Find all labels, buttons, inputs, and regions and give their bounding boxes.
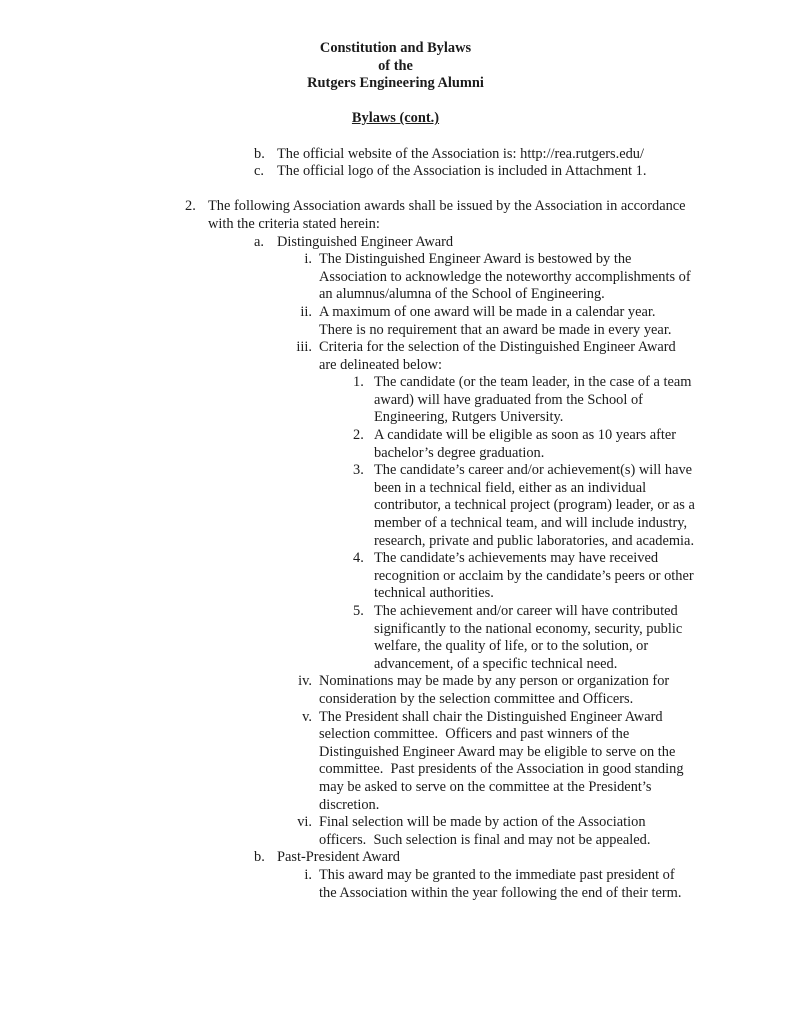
list-item [0, 339, 791, 374]
text-line: officers. Such selection is final and may not be appealed. [319, 831, 651, 848]
list-item [0, 304, 791, 339]
text-line: The official logo of the Association is included in Attachment 1. [277, 163, 647, 180]
text-line: with the criteria stated herein: [208, 215, 380, 232]
document-title-line [0, 75, 791, 93]
blank-line [0, 181, 791, 199]
list-item [0, 198, 791, 233]
section-heading [0, 110, 791, 128]
list-item [0, 163, 791, 181]
text-line: The candidate’s career and/or achievement(s) will have [374, 462, 693, 479]
list-marker: 5. [353, 603, 364, 619]
text-line: A maximum of one award will be made in a calendar year. [319, 303, 656, 320]
list-marker: v. [302, 708, 312, 725]
text-line: The candidate (or the team leader, in the case of a team [374, 374, 692, 391]
text-line: This award may be granted to the immediate past president of [319, 866, 675, 883]
list-item [0, 427, 791, 462]
list-item [0, 146, 791, 164]
text-line: are delineated below: [319, 356, 443, 373]
text-line: recognition or acclaim by the candidate’s peers or other [374, 567, 694, 584]
text-line: an alumnus/alumna of the School of Engineering. [319, 286, 605, 303]
section-heading-text: Bylaws (cont.) [351, 110, 440, 127]
text-line: Criteria for the selection of the Distinguished Engineer Award [319, 339, 676, 356]
blank-line [0, 93, 791, 111]
document-title-line [0, 40, 791, 58]
text-line: The official website of the Association is: http://rea.rutgers.edu/ [277, 145, 645, 162]
text-line: discretion. [319, 796, 380, 813]
list-item [0, 814, 791, 849]
text-line: Nominations may be made by any person or organization for [319, 673, 670, 690]
list-item [0, 234, 791, 252]
blank-line [0, 128, 791, 146]
list-item [0, 251, 791, 304]
text-line: The following Association awards shall be issued by the Association in accordance [208, 198, 686, 215]
list-marker: a. [254, 233, 264, 250]
text-line: The achievement and/or career will have contributed [374, 603, 678, 619]
list-marker: iii. [296, 339, 312, 356]
list-item [0, 709, 791, 815]
list-item [0, 673, 791, 708]
list-marker: i. [304, 866, 312, 883]
text-line: The President shall chair the Distinguished Engineer Award [319, 708, 663, 725]
text-line: Past-President Award [277, 849, 400, 866]
text-line: bachelor’s degree graduation. [374, 444, 545, 461]
list-item [0, 603, 791, 673]
list-marker: i. [304, 251, 312, 268]
text-line: Final selection will be made by action of the Association [319, 814, 646, 831]
text-line: consideration by the selection committee and Officers. [319, 690, 634, 707]
list-marker: c. [254, 163, 264, 180]
list-marker: ii. [300, 303, 312, 320]
text-line: significantly to the national economy, security, public [374, 620, 683, 637]
list-marker: 1. [353, 374, 364, 391]
title-text: Rutgers Engineering Alumni [307, 75, 484, 92]
list-marker: vi. [297, 814, 312, 831]
list-item [0, 867, 791, 902]
text-line: may be asked to serve on the committee at the President’s [319, 778, 652, 795]
list-marker: 2. [353, 427, 364, 444]
title-text: Constitution and Bylaws [319, 40, 472, 56]
text-line: the Association within the year following the end of their term. [319, 884, 682, 901]
list-marker: b. [254, 849, 265, 866]
text-line: The Distinguished Engineer Award is bestowed by the [319, 251, 632, 268]
list-marker: 3. [353, 462, 364, 479]
text-line: award) will have graduated from the School of [374, 391, 643, 408]
text-line: technical authorities. [374, 585, 494, 602]
text-line: Distinguished Engineer Award may be eligible to serve on the [319, 743, 676, 760]
list-item [0, 374, 791, 427]
list-marker: iv. [298, 673, 312, 690]
text-line: been in a technical field, either as an individual [374, 479, 647, 496]
list-item [0, 462, 791, 550]
text-line: The candidate’s achievements may have received [374, 550, 659, 567]
text-line: contributor, a technical project (program) leader, or as a [374, 497, 695, 514]
list-marker: 2. [185, 198, 196, 215]
text-line: Association to acknowledge the noteworthy accomplishments of [319, 268, 691, 285]
text-line: A candidate will be eligible as soon as 10 years after [374, 427, 677, 444]
list-item [0, 849, 791, 867]
list-item [0, 550, 791, 603]
list-marker: b. [254, 145, 265, 162]
text-line: selection committee. Officers and past winners of the [319, 726, 630, 743]
text-line: Engineering, Rutgers University. [374, 409, 564, 426]
text-line: advancement, of a specific technical need. [374, 655, 618, 672]
title-text: of the [378, 57, 413, 74]
text-line: welfare, the quality of life, or to the solution, or [374, 638, 649, 655]
text-line: research, private and public laboratories, and academia. [374, 532, 695, 549]
list-marker: 4. [353, 550, 364, 567]
text-line: There is no requirement that an award be made in every year. [319, 321, 672, 338]
text-line: committee. Past presidents of the Association in good standing [319, 761, 684, 778]
document-title-line [0, 58, 791, 76]
text-line: member of a technical team, and will include industry, [374, 515, 688, 532]
text-line: Distinguished Engineer Award [277, 233, 454, 250]
